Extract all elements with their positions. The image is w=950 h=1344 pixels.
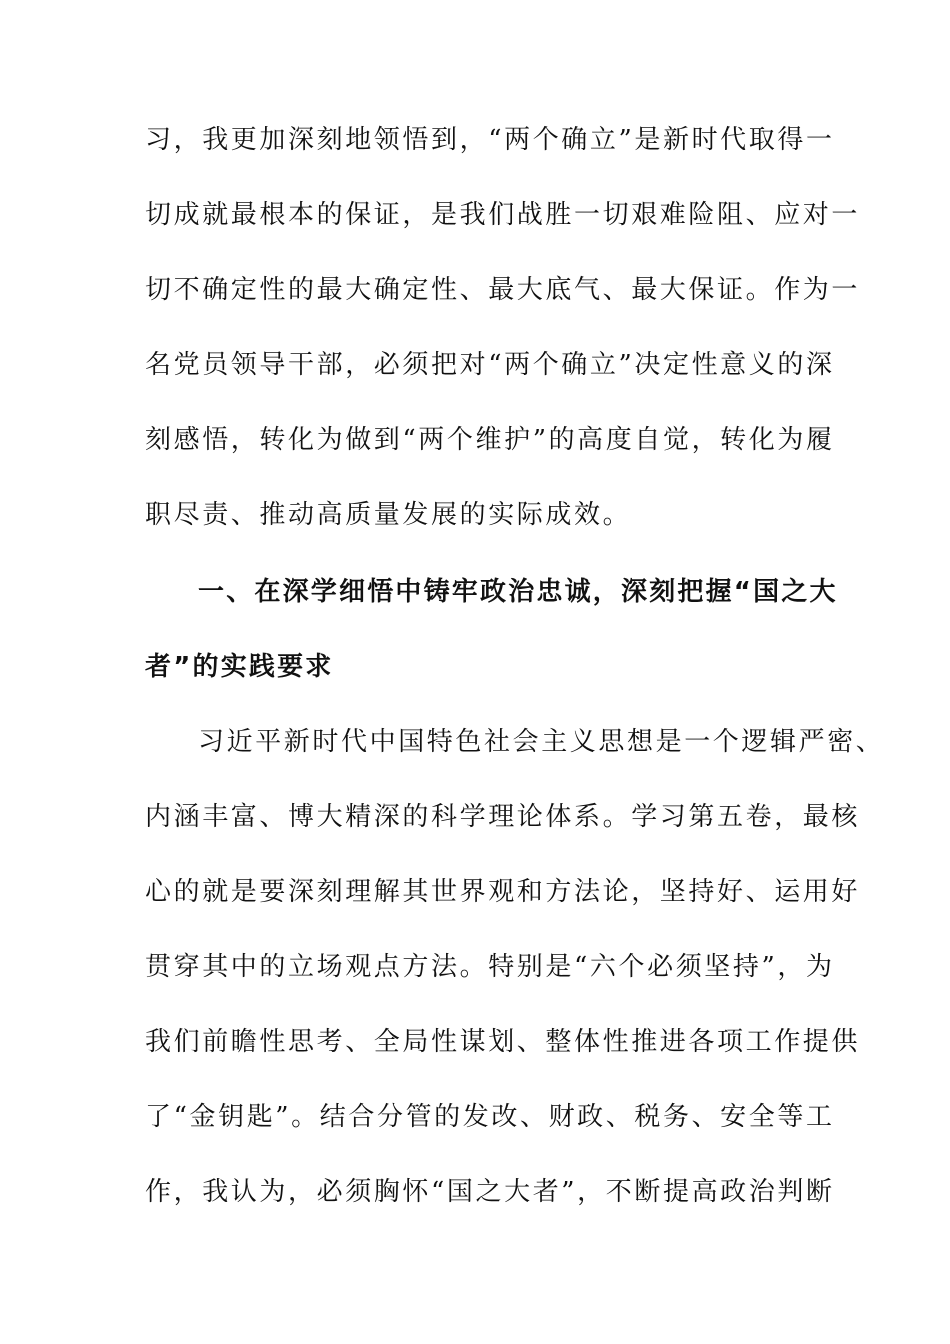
paragraph-1-line-1: 习，我更加深刻地领悟到，“两个确立”是新时代取得一	[145, 125, 835, 155]
paragraph-2-line-2: 内涵丰富、博大精深的科学理论体系。学习第五卷，最核	[145, 802, 861, 832]
paragraph-2-line-4: 贯穿其中的立场观点方法。特别是“六个必须坚持”，为	[145, 952, 835, 982]
paragraph-1-line-3: 切不确定性的最大确定性、最大底气、最大保证。作为一	[145, 275, 861, 305]
paragraph-1-line-4: 名党员领导干部，必须把对“两个确立”决定性意义的深	[145, 350, 835, 380]
section-heading-line-1: 一、在深学细悟中铸牢政治忠诚，深刻把握“国之大	[198, 577, 838, 607]
paragraph-2-line-6: 了“金钥匙”。结合分管的发改、财政、税务、安全等工	[145, 1102, 835, 1132]
paragraph-2-line-3: 心的就是要深刻理解其世界观和方法论，坚持好、运用好	[145, 877, 861, 907]
paragraph-1-line-2: 切成就最根本的保证，是我们战胜一切艰难险阻、应对一	[145, 200, 861, 230]
paragraph-1-line-6: 职尽责、推动高质量发展的实际成效。	[145, 500, 632, 530]
paragraph-2-line-1: 习近平新时代中国特色社会主义思想是一个逻辑严密、	[198, 727, 885, 757]
paragraph-2-line-7: 作，我认为，必须胸怀“国之大者”，不断提高政治判断	[145, 1177, 835, 1207]
paragraph-1-line-5: 刻感悟，转化为做到“两个维护”的高度自觉，转化为履	[145, 425, 835, 455]
paragraph-2-line-5: 我们前瞻性思考、全局性谋划、整体性推进各项工作提供	[145, 1027, 861, 1057]
section-heading-line-2: 者”的实践要求	[145, 652, 334, 682]
